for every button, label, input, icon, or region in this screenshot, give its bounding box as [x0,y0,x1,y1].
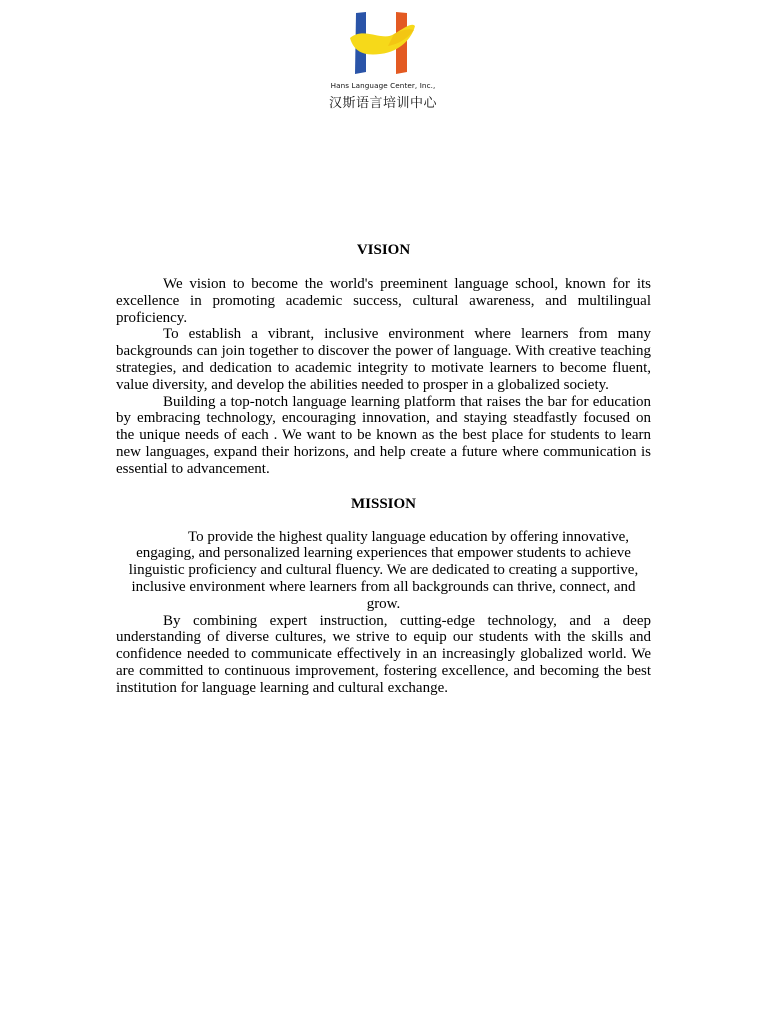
hans-h-logo-icon [320,8,446,80]
mission-paragraph-2: By combining expert instruction, cutting-edge technology, and a deep understanding of diverse cultures, we strive to equip our students with the skills and confidence needed to communicate effectively in an increasingly globalized world. We are committed to continuous improvement, fostering excellence, and becoming the best institution for language learning and cultural exchange. [116,612,651,696]
mission-heading: MISSION [350,495,417,512]
vision-paragraph-2: To establish a vibrant, inclusive environment where learners from many backgrounds can join together to discover the power of language. With creative teaching strategies, and dedication to academic integrity to motivate learners to become fluent, value diversity, and develop the abilities needed to prosper in a globalized society. [116,326,651,393]
logo-company-name-en: Hans Language Center, Inc., [330,81,436,90]
logo-company-name-zh: 汉斯语言培训中心 [328,96,437,111]
vision-paragraph-3: Building a top-notch language learning platform that raises the bar for education by embracing technology, encouraging innovation, and staying steadfastly focused on the unique needs of each . We want to be known as the best place for students to learn new languages, expand their horizons, and help create a future where communication is essential to advancement. [116,393,651,477]
company-logo [320,8,446,110]
vision-paragraph-1: We vision to become the world's preeminent language school, known for its excellence in promoting academic success, cultural awareness, and multilingual proficiency. [116,276,651,326]
vision-heading: VISION [356,242,411,258]
document-body [116,240,651,697]
mission-paragraph-1: To provide the highest quality language education by offering innovative, engaging, and personalized learning experiences that empower students to achieve linguistic proficiency and cultural fluency. We are dedicated to creating a supportive, inclusive environment where learners from all backgrounds can thrive, connect, and grow. [128,528,639,612]
